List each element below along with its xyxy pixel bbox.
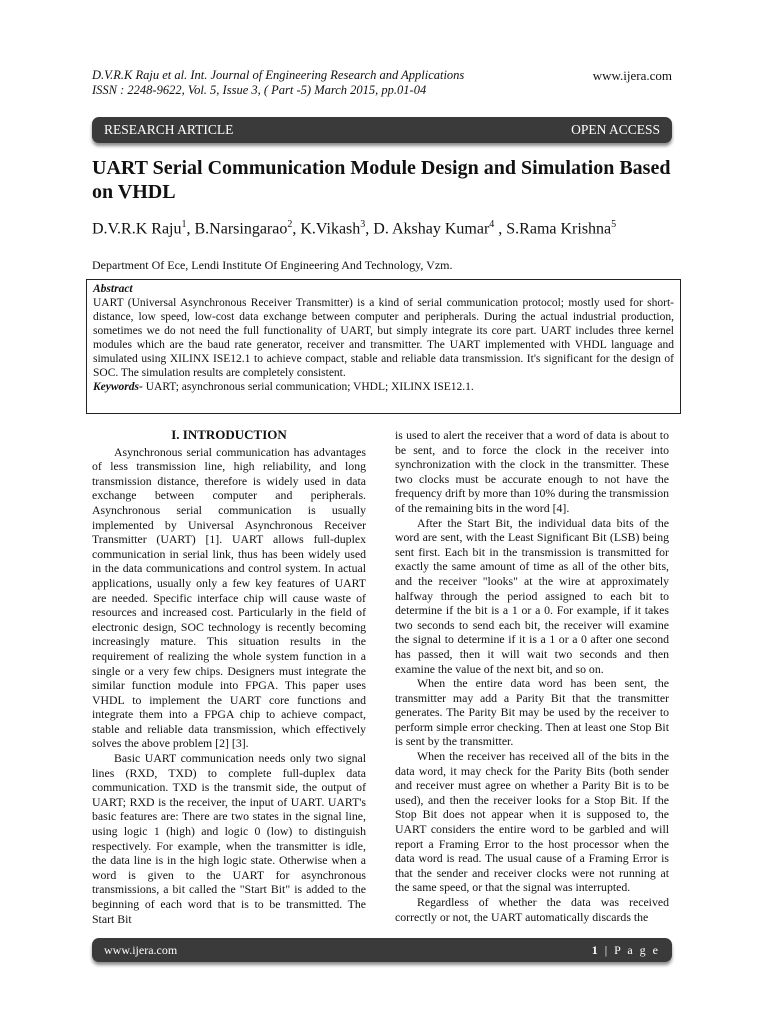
body-paragraph: When the entire data word has been sent, the transmitter may add a Parity Bit that the transmitter generates. The Parity Bit may be used by the receiver to perform simple error checking. Then at least one Stop Bit is sent by the transmitter. — [395, 676, 669, 749]
author-affiliation-mark: 4 — [489, 219, 495, 230]
page-number-value: 1 — [591, 942, 600, 957]
body-paragraph: After the Start Bit, the individual data bits of the word are sent, with the Least Significant Bit (LSB) being sent first. Each bit in the transmission is transmitted for exactly the same amount of time as all of the other bits, and the receiver "looks" at the wire at approximately halfway through the period assigned to each bit to determine if the bit is a 1 or a 0. For example, if it takes two seconds to send each bit, the receiver will examine the signal to determine if it is a 1 or a 0 after one second has passed, then it will wait two seconds and then examine the value of the next bit, and so on. — [395, 515, 669, 676]
body-paragraph: Basic UART communication needs only two signal lines (RXD, TXD) to complete full-duplex data communication. TXD is the transmit side, the output of UART; RXD is the receiver, the input of UART. UART's basic features are: There are two states in the signal line, using logic 1 (high) and logic 0 (low) to distinguish respectively. For example, when the transmitter is idle, the data line is in the high logic state. Otherwise when a word is given to the UART for asynchronous transmissions, a bit called the "Start Bit" is added to the beginning of each word that is to be transmitted. The Start Bit — [92, 751, 366, 926]
author-separator: , — [365, 220, 374, 238]
body-paragraph: is used to alert the receiver that a word of data is about to be sent, and to force the clock in the receiver into synchronization with the clock in the transmitter. These two clocks must be accurate enough to not have the frequency drift by more than 10% during the transmission of the remaining bits in the word [4]. — [395, 428, 669, 515]
author-name: B.Narsingarao — [194, 220, 288, 238]
footer-website-link[interactable]: www.ijera.com — [104, 942, 178, 957]
keywords-line — [93, 380, 674, 394]
header-website-link[interactable]: www.ijera.com — [592, 68, 672, 83]
affiliation: Department Of Ece, Lendi Institute Of Engineering And Technology, Vzm. — [92, 258, 453, 272]
body-paragraph: Regardless of whether the data was received correctly or not, the UART automatically discards the — [395, 895, 669, 924]
author-name: D.V.R.K Raju — [92, 220, 182, 238]
author-separator: , — [292, 220, 301, 238]
author-affiliation-mark: 5 — [611, 219, 617, 230]
paper-title: UART Serial Communication Module Design and Simulation Based on VHDL — [92, 157, 671, 203]
keywords-text: UART; asynchronous serial communication; VHDL; XILINX ISE12.1. — [142, 381, 474, 393]
keywords-label: Keywords- — [93, 381, 143, 393]
left-column — [92, 428, 366, 926]
page-number — [592, 943, 660, 958]
page-footer — [92, 938, 672, 962]
author-name: D. Akshay Kumar — [373, 220, 490, 238]
author-affiliation-mark: 1 — [181, 219, 187, 230]
open-access-label: OPEN ACCESS — [571, 122, 660, 137]
research-article-label: RESEARCH ARTICLE — [104, 122, 234, 137]
author-name: S.Rama Krishna — [506, 220, 612, 238]
author-separator: , — [186, 220, 195, 238]
abstract-text: UART (Universal Asynchronous Receiver Transmitter) is a kind of serial communication protocol; mostly used for short-distance, low speed, low-cost data exchange between computer and peripherals. During the actual industrial production, sometimes we do not need the full functionality of UART, but simply integrate its core part. UART includes three kernel modules which are the baud rate generator, receiver and transmitter. The UART implemented with VHDL language and simulated using XILINX ISE12.1 to achieve compact, stable and reliable data transmission. It's significant for the design of SOC. The simulation results are completely consistent. — [93, 297, 674, 379]
page-label: | P a g e — [599, 942, 660, 957]
right-column — [395, 428, 669, 924]
author-name: K.Vikash — [300, 220, 361, 238]
author-list — [92, 215, 672, 239]
journal-citation — [92, 68, 464, 98]
journal-line-2: ISSN : 2248-9622, Vol. 5, Issue 3, ( Part -5) March 2015, pp.01-04 — [92, 83, 427, 97]
author-separator: , — [494, 220, 507, 238]
abstract-box — [86, 279, 681, 414]
author-affiliation-mark: 2 — [287, 219, 293, 230]
author-affiliation-mark: 3 — [360, 219, 366, 230]
section-heading-introduction: I. INTRODUCTION — [171, 427, 287, 442]
abstract-label: Abstract — [93, 283, 133, 295]
body-paragraph: When the receiver has received all of the bits in the data word, it may check for the Parity Bits (both sender and receiver must agree on whether a Parity Bit is to be used), and then the receiver looks for a Stop Bit. If the Stop Bit does not appear when it is supposed to, the UART considers the entire word to be garbled and will report a Framing Error to the host processor when the data word is read. The usual cause of a Framing Error is that the sender and receiver clocks were not running at the same speed, or that the signal was interrupted. — [395, 749, 669, 895]
article-type-banner — [92, 117, 672, 143]
journal-line-1: D.V.R.K Raju et al. Int. Journal of Engineering Research and Applications — [92, 68, 465, 82]
body-paragraph: Asynchronous serial communication has advantages of less transmission line, high reliability, and long transmission distance, therefore is widely used in data exchange between computer and peripherals. Asynchronous serial communication is usually implemented by Universal Asynchronous Receiver Transmitter (UART) [1]. UART allows full-duplex communication in serial link, thus has been widely used in the data communications and control system. In actual applications, usually only a few key features of UART are needed. Specific interface chip will cause waste of resources and increased cost. Particularly in the field of electronic design, SOC technology is recently becoming increasingly mature. This situation results in the requirement of realizing the whole system function in a single or a very few chips. Designers must integrate the similar function module into FPGA. This paper uses VHDL to implement the UART core functions and integrate them into a FPGA chip to achieve compact, stable and reliable data transmission, which effectively solves the above problem [2] [3]. — [92, 444, 366, 751]
